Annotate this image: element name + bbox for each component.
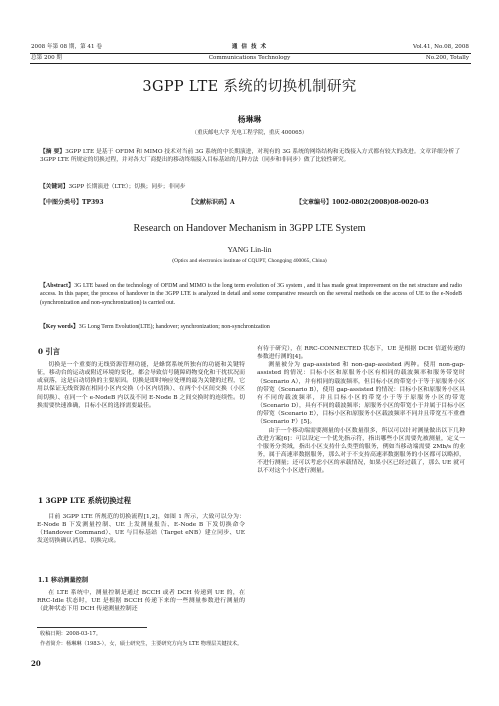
header-journal-name-cn: 通 信 技 术 [231, 44, 268, 50]
author-affiliation-cn: （重庆邮电大学 光电工程学院，重庆 400065） [191, 130, 308, 136]
clc-number: 【中图分类号】TP393 [40, 199, 104, 206]
keywords-cn [40, 184, 460, 192]
paper-title-cn: 3GPP LTE 系统的切换机制研究 [142, 79, 357, 95]
header-total-number: No.200, Totally [425, 55, 469, 61]
header-volume: Vol.41, No.08, 2008 [413, 44, 469, 50]
author-name-cn: 杨琳琳 [237, 115, 262, 124]
footnote-author-bio: 作者简介：杨琳琳（1983-），女，硕士研究生，主要研究方向为 LTE 物理层关键技术。 [40, 641, 243, 647]
measurement-control-body [37, 589, 245, 613]
header-rule-thin [30, 53, 471, 54]
header-total-issue: 总第 200 期 [31, 55, 63, 61]
handover-process-paragraph: 目前 3GPP LTE 所规范的切换流程[1,2]，如图 1 所示，大致可以分为：E-Node B 下发测量控制、UE 上发测量报告、E-Node B 下发切换命令（Handover Command）、UE 与目标基站（Target eNB）建立同步、UE 发送切换确认消息、切换完成。 [37, 514, 245, 545]
abstract-cn [40, 149, 460, 165]
handover-process-body [37, 513, 245, 546]
right-column-body [257, 345, 465, 476]
measurement-states-paragraph: 有待于研究），在 RRC-CONNECTED 状态下，UE 是根据 DCH 信道传递的参数进行测的[4]。 [257, 346, 465, 361]
keywords-cn-text: 3GPP 长期演进（LTE）；切换；同步；非同步 [68, 184, 186, 190]
introduction-body [37, 361, 245, 410]
abstract-cn-label: 【摘 要】 [40, 149, 66, 155]
abstract-en-label: 【Abstract】 [40, 283, 75, 289]
measurement-control-paragraph: 在 LTE 系统中，测量控制是通过 BCCH 或者 DCH 传递到 UE 的，在 RRC-Idle 状态时，UE 是根据 BCCH 传递下来的一些测量参数进行测量的（此种状态下用 DCH 传递测量控制还 [37, 590, 245, 613]
paper-title-en: Research on Handover Mechanism in 3GPP LTE System [133, 223, 366, 234]
header-journal-issue: 2008 年第 08 期，第 41 卷 [31, 44, 102, 50]
keywords-en [40, 323, 462, 331]
author-name-en: YANG Lin-lin [227, 245, 272, 254]
article-number: 【文章编号】1002-0802(2008)08-0020-03 [296, 199, 429, 206]
section-heading-introduction: 0 引言 [38, 347, 60, 356]
keywords-en-label: 【Key words】 [40, 324, 79, 330]
footnote-received-date: 收稿日期：2008-03-17。 [40, 631, 102, 637]
abstract-cn-text: 3GPP LTE 是基于 OFDM 和 MIMO 技术对当前 3G 系统的中长期演进，对现有的 3G 系统的网络结构和无线接入方式都有较大的改进。文章详细分析了 3GPP LTE 所规定的切换过程，并对各大厂商提出的移动终端接入目标基站的几种方法（同步和非同步）做了比较性研究。 [40, 149, 461, 163]
header-journal-name-en: Communications Technology [208, 55, 291, 61]
abstract-en [40, 282, 462, 307]
measurement-improvement-paragraph: 由于一个移动端需要测量的小区数量很多，所以可以针对测量做出以下几种改进方案[6]：可以设定一个优先指示符，指出哪些小区需要先被测量，定义一个服务分类域，指出小区支持什么类型的服务，例如当移动端需要 2Mb/s 的业务，属于高速率数据服务，那么对于不支持高速率数据服务的小区都可以略掉，不进行测量；还可以考虑小区的承载情况，如果小区已经过载了，那么 UE 就可以不对这个小区进行测量。 [257, 427, 465, 475]
abstract-en-text: 3G LTE based on the technology of OFDM and MIMO is the long term evolution of 3G system , and it has made great improvement on the net structure and radio access. In this paper, the process of handover in the 3GPP LTE is analyzed in detail and some comparative research on the several methods on the access of UE to the e-NodeB (synchronization and non-synchronization) is carried out. [40, 283, 463, 306]
section-heading-handover-process: 1 3GPP LTE 系统切换过程 [38, 496, 131, 505]
keywords-cn-label: 【关键词】 [40, 184, 69, 190]
subsection-heading-measurement-control: 1.1 移动测量控制 [38, 577, 89, 584]
header-rule-thick [30, 63, 471, 64]
author-affiliation-en: (Optics and electronics institute of CQUPT, Chongqing 400065, China) [172, 258, 327, 264]
introduction-paragraph: 切换是一个重要的无线资源管理功能，是蜂窝系统所独有的功能和关键特征，移动台的运动或附近环境的变化，都会导致信号随障碍物变化和干扰状况而或衰落，这是启动切换的主要原因。切换是即时响应处理的最为关键的过程，它用以保证无线资源在相同小区内交换（小区内切换）、在两个小区间交换（小区间切换）、在同一个 e-NodeB 内以及不同 E-Node B 之间交换时的连续性。切换需要快速准确，目标小区的选择需要最佳。 [37, 362, 245, 409]
gap-assisted-paragraph: 测量被分为 gap-assisted 和 non-gap-assisted 两种。使用 non-gap-assisted 的情况：目标小区和原服务小区有相同的载波频率和服务带宽时（Scenario A），并有相同的载波频率，但目标小区的带宽小于等于原服务小区的带宽（Scenario B），使用 gap-assisted 的情况：目标小区和原服务小区具有不同的载波频率，并且目标小区的带宽小于等于原服务小区的带宽（Scenario D），具有不同的载波频率；原服务小区的带宽小于并属于目标小区的带宽（Scenario E），目标小区和原服务小区载波频率不同并且带宽互不重叠（Scenario F）[5]。 [257, 362, 465, 426]
keywords-en-text: 3G Long Term Evolution(LTE); handover; synchronization; non-synchronization [78, 324, 270, 330]
document-code: 【文献标识码】A [188, 199, 235, 206]
page-number: 20 [31, 659, 41, 668]
footnote-rule [37, 627, 147, 628]
